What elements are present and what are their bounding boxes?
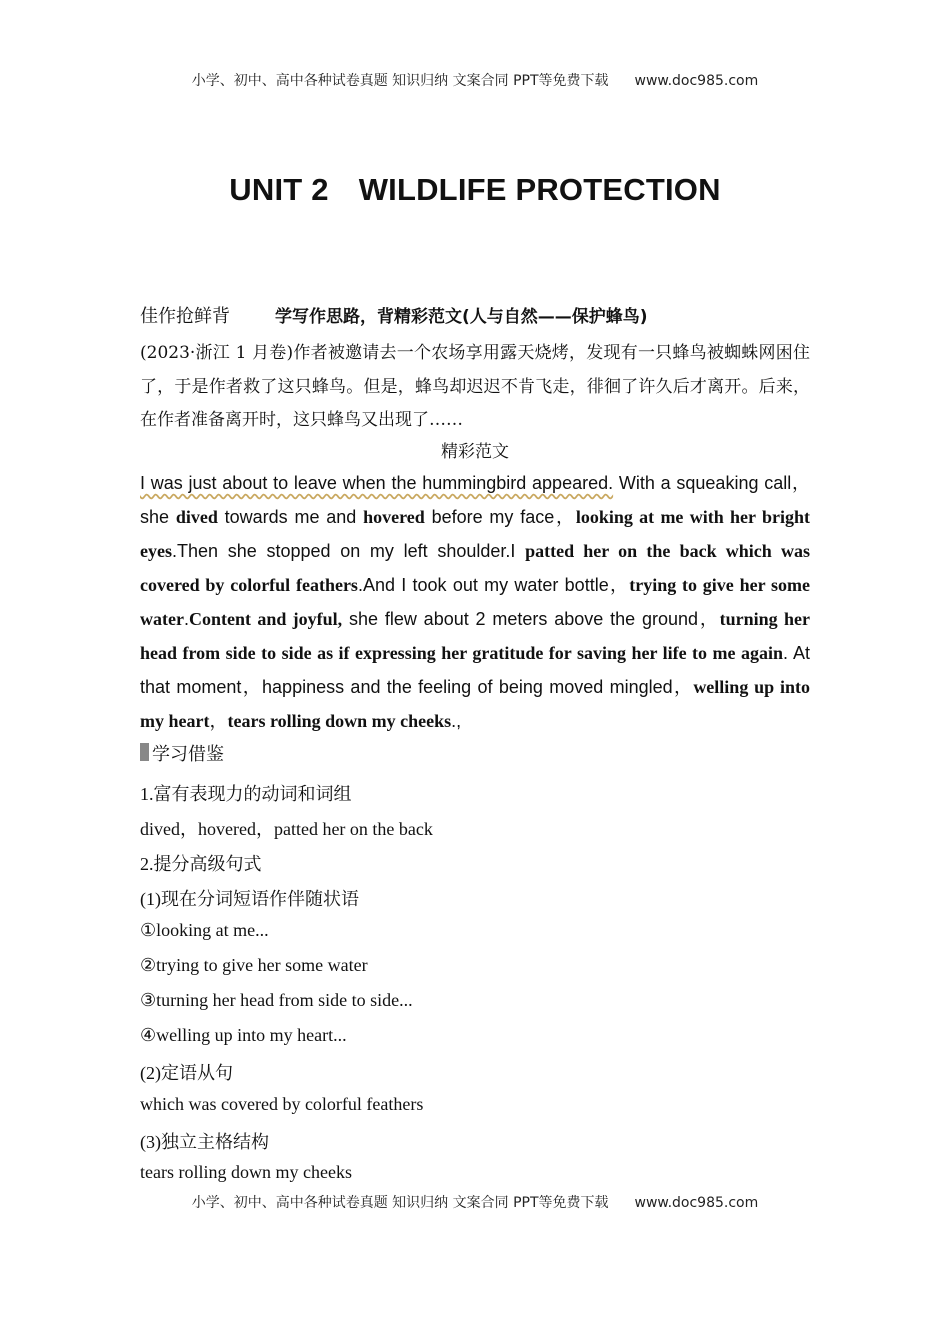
- page-header: [0, 70, 950, 90]
- list-item: ③turning her head from side to side...: [140, 990, 413, 1010]
- section-label: 佳作抢鲜背: [140, 306, 230, 327]
- unit-name: WILDLIFE PROTECTION: [358, 172, 721, 207]
- highlight-phrase: Content and joyful,: [189, 609, 343, 629]
- highlight-phrase: dived: [175, 507, 218, 527]
- header-url[interactable]: www.doc985.com: [634, 73, 759, 89]
- highlight-phrase: welling up into my heart: [140, 677, 811, 731]
- study-point-2-2-title: (2)定语从句: [140, 1063, 233, 1083]
- section-marker-icon: [140, 743, 149, 761]
- essay-text: she flew about 2 meters above the ground，: [342, 609, 720, 629]
- list-item: ②trying to give her some water: [140, 955, 368, 975]
- model-essay-heading: 精彩范文: [441, 442, 509, 462]
- highlight-phrase: hovered: [363, 507, 425, 527]
- list-item: ①looking at me...: [140, 920, 269, 940]
- list-item: ④welling up into my heart...: [140, 1025, 347, 1045]
- essay-text: .: [183, 609, 189, 629]
- model-essay: [140, 466, 810, 738]
- study-point-1-title: 1.富有表现力的动词和词组: [140, 784, 352, 804]
- footer-text: 小学、初中、高中各种试卷真题 知识归纳 文案合同 PPT等免费下载: [191, 1195, 609, 1211]
- highlight-phrase: turning her head from side to side as if expressing her gratitude for saving her life to me again: [140, 609, 810, 663]
- unit-number: UNIT 2: [229, 172, 329, 207]
- essay-text: towards me and: [217, 507, 364, 527]
- study-heading-text: 学习借鉴: [152, 744, 224, 765]
- study-point-2-2-content: which was covered by colorful feathers: [140, 1094, 424, 1114]
- essay-text: .And I took out my water bottle，: [357, 575, 630, 595]
- essay-text: .,: [451, 711, 462, 731]
- highlight-phrase: trying to give her some water: [140, 575, 810, 629]
- page-footer: [0, 1192, 950, 1212]
- study-point-2-3-content: tears rolling down my cheeks: [140, 1162, 352, 1182]
- highlight-phrase: patted her on the back which was covered by colorful feathers: [140, 541, 810, 595]
- essay-text: before my face，: [424, 507, 576, 527]
- footer-url[interactable]: www.doc985.com: [634, 1195, 759, 1211]
- essay-text: With a squeaking call，she: [140, 473, 810, 527]
- essay-text: . At that moment，happiness and the feeling of being moved mingled，: [140, 643, 811, 697]
- essay-text: .Then she stopped on my left shoulder.I: [171, 541, 526, 561]
- essay-opening-sentence: I was just about to leave when the hummingbird appeared.: [140, 473, 614, 493]
- study-heading: [140, 740, 224, 766]
- study-point-2-title: 2.提分高级句式: [140, 854, 262, 874]
- highlight-phrase: looking at me with her bright eyes: [140, 507, 810, 561]
- essay-text: ，: [209, 711, 228, 731]
- section-subtitle: 学写作思路，背精彩范文(人与自然——保护蜂鸟): [275, 307, 648, 327]
- study-point-2-3-title: (3)独立主格结构: [140, 1132, 269, 1152]
- task-intro: (2023·浙江 1 月卷)作者被邀请去一个农场享用露天烧烤，发现有一只蜂鸟被蜘蛛网困住了，于是作者救了这只蜂鸟。但是，蜂鸟却迟迟不肯飞走，徘徊了许久后才离开。后来，在作者准备离开时，这只蜂鸟又出现了……: [140, 343, 810, 430]
- study-point-1-content: dived，hovered，patted her on the back: [140, 819, 433, 839]
- study-point-2-1-title: (1)现在分词短语作伴随状语: [140, 889, 359, 909]
- highlight-phrase: tears rolling down my cheeks: [227, 711, 452, 731]
- unit-title: [0, 172, 950, 208]
- header-text: 小学、初中、高中各种试卷真题 知识归纳 文案合同 PPT等免费下载: [191, 73, 609, 89]
